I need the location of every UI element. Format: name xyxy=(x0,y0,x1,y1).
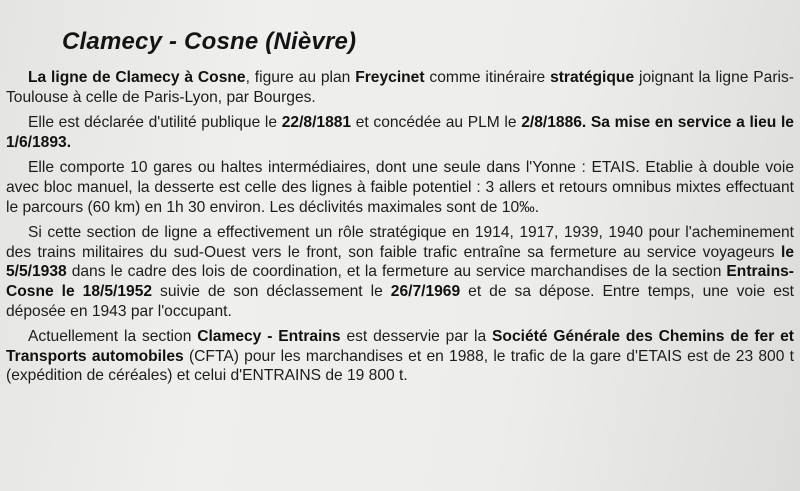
text-run: et de sa dépose. Entre temps, une voie est déposée en 1943 par l'occupant. xyxy=(6,282,794,320)
bold-text-run: 2/8/1886. Sa mise en service a lieu le 1/6/1893. xyxy=(6,114,794,151)
paragraph-5 xyxy=(6,327,794,386)
text-run: Elle comporte 10 gares ou haltes intermédiaires, dont une seule dans l'Yonne : ETAIS. Etablie à double voie avec bloc manuel, la desserte est celle des lignes à faible potentiel : 3 allers et retours omnibus mixtes effectuant le parcours (60 km) en 1h 30 environ. Les déclivités maximales sont de 10‰. xyxy=(6,159,794,216)
text-run: Si cette section de ligne a effectivement un rôle stratégique en 1914, 1917, 1939, 1940 pour l'acheminement des trains militaires du sud-Ouest vers le front, son faible trafic entraîne sa fermeture au service voyageurs xyxy=(6,224,794,261)
text-run: est desservie par la xyxy=(340,328,493,346)
text-run: Elle est déclarée d'utilité publique le xyxy=(28,114,282,132)
bold-text-run: Société Générale des Chemins de fer et Transports automobiles xyxy=(6,328,794,365)
paragraph-3 xyxy=(6,158,794,217)
text-run: , figure au plan xyxy=(245,69,356,86)
text-run: Actuellement la section xyxy=(28,328,198,346)
text-run: et concédée au PLM le xyxy=(351,114,522,132)
paragraph-1 xyxy=(6,68,794,107)
document-body xyxy=(6,68,794,386)
bold-text-run: Entrains-Cosne le 18/5/1952 xyxy=(6,263,794,300)
bold-text-run: Freycinet xyxy=(355,69,425,86)
text-run: dans le cadre des lois de coordination, et la fermeture au service marchandises de la section xyxy=(66,263,727,281)
bold-text-run: La ligne de Clamecy à Cosne xyxy=(28,69,246,86)
bold-text-run: 22/8/1881 xyxy=(281,114,352,132)
bold-text-run: Clamecy - Entrains xyxy=(197,328,341,346)
text-run: (CFTA) pour les marchandises et en 1988, le trafic de la gare d'ETAIS est de 23 800 t (expédition de céréales) et celui d'ENTRAINS de 19 800 t. xyxy=(6,347,795,385)
bold-text-run: 26/7/1969 xyxy=(390,282,461,300)
text-run: comme itinéraire xyxy=(424,69,551,86)
bold-text-run: le 5/5/1938 xyxy=(6,243,794,281)
text-run: suivie de son déclassement le xyxy=(152,282,391,300)
bold-text-run: stratégique xyxy=(550,69,635,86)
text-run: joignant la ligne Paris-Toulouse à celle de Paris-Lyon, par Bourges. xyxy=(6,69,794,106)
document-title: Clamecy - Cosne (Nièvre) xyxy=(62,28,357,55)
paragraph-4 xyxy=(6,223,794,321)
paragraph-2 xyxy=(6,113,794,152)
